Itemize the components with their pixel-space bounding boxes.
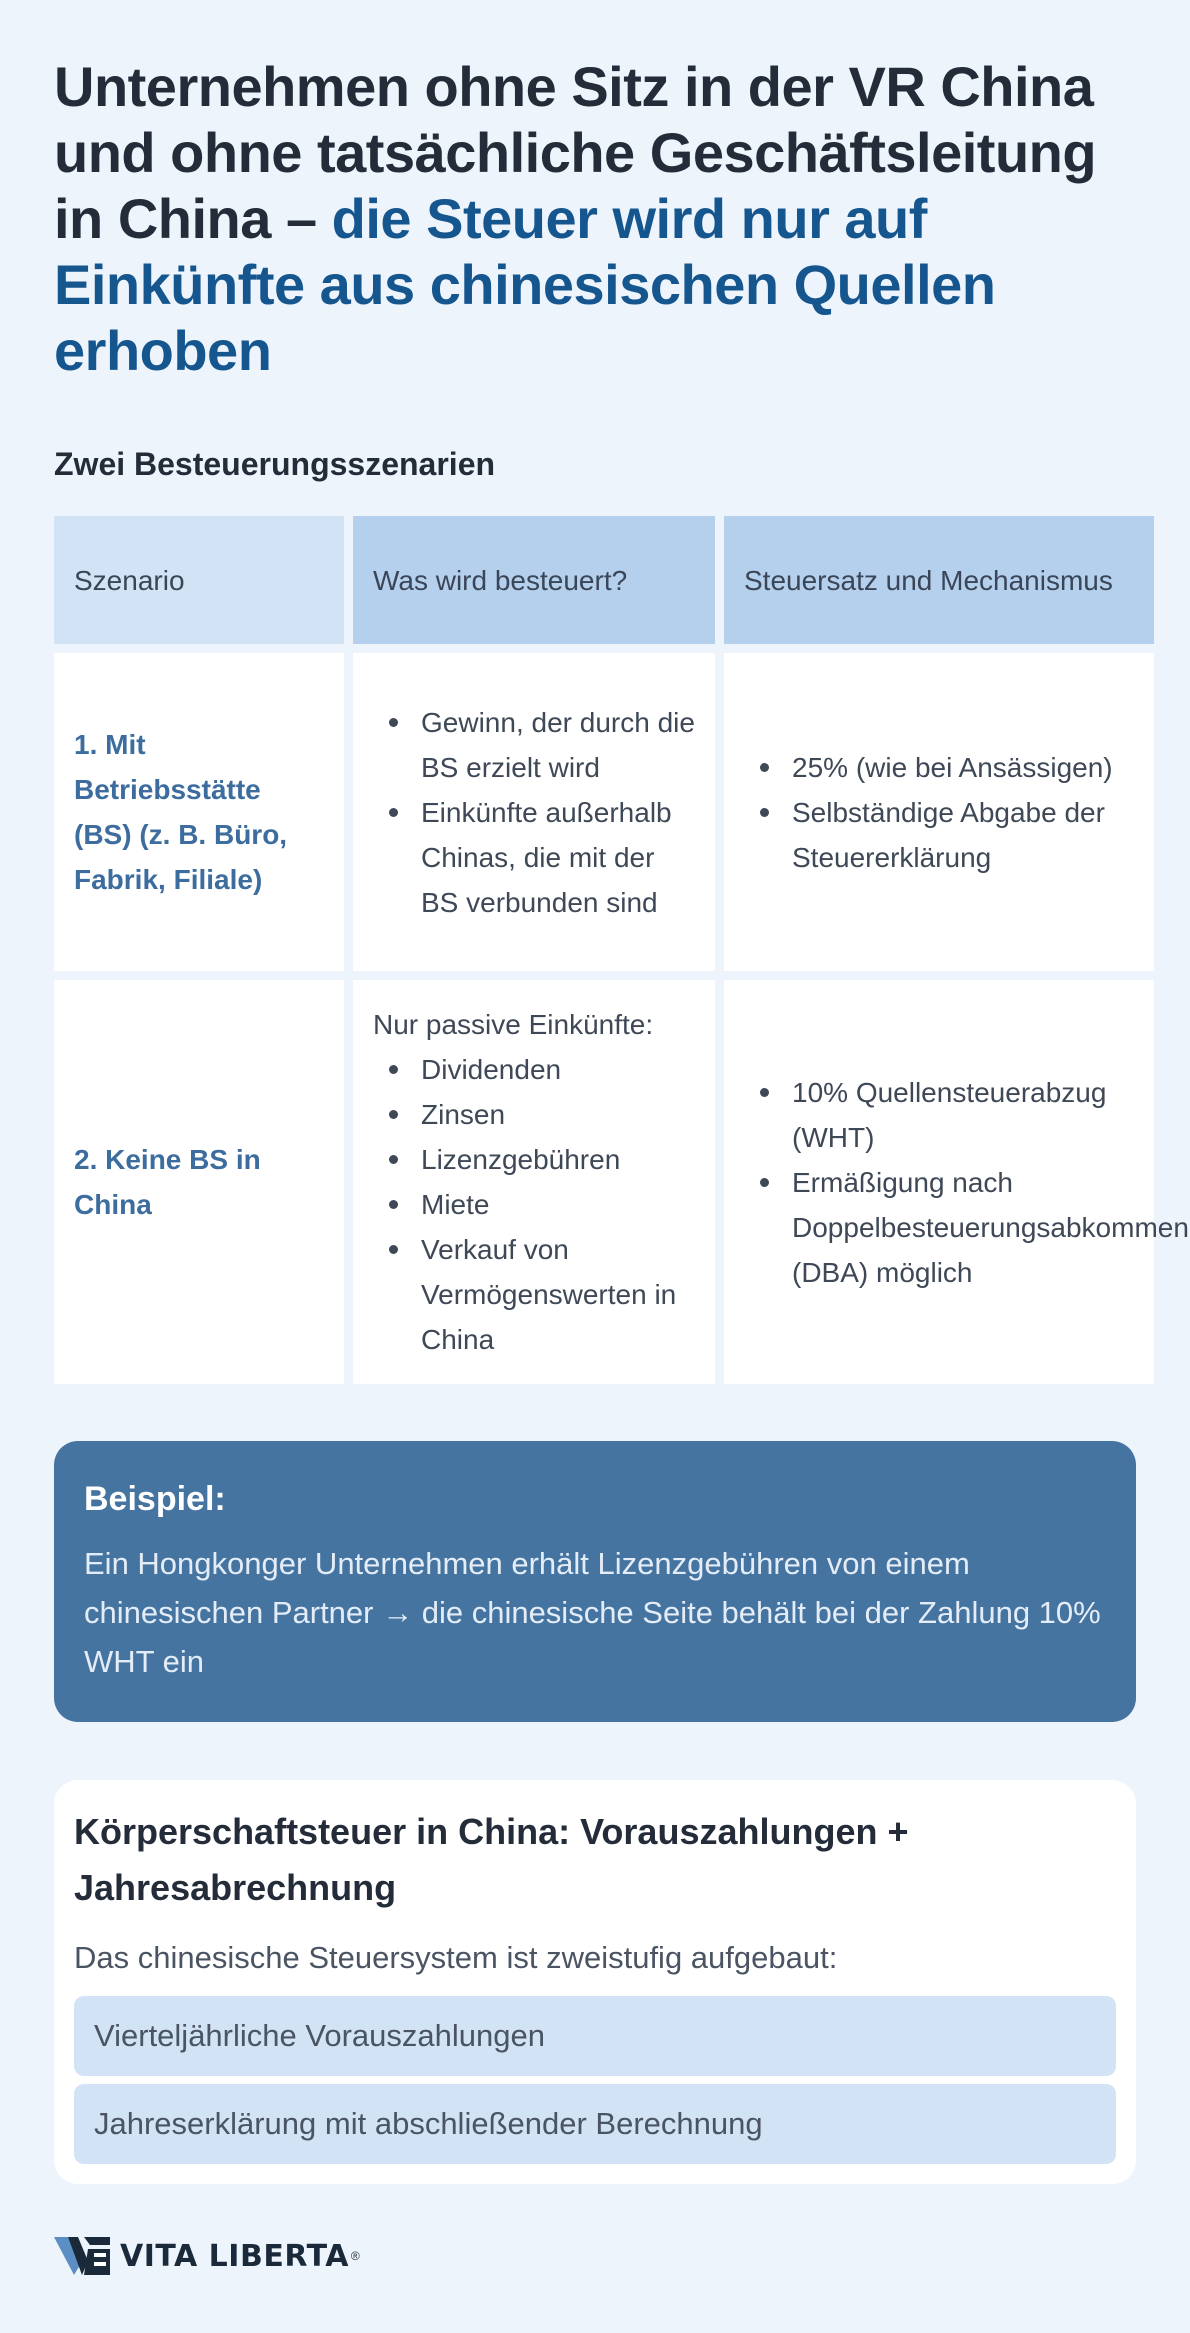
- list-item: Einkünfte außerhalb Chinas, die mit der BS verbunden sind: [373, 790, 695, 925]
- list-item: Verkauf von Vermögenswerten in China: [373, 1227, 695, 1362]
- logo-mark-icon: [54, 2235, 110, 2277]
- example-title: Beispiel:: [84, 1480, 226, 1518]
- logo-wordmark: VITA LIBERTA: [120, 2238, 349, 2274]
- page-title: [54, 54, 1136, 384]
- rate-cell: [724, 653, 1154, 971]
- rate-list: [744, 745, 1134, 880]
- step-annual: Jahreserklärung mit abschließender Berechnung: [74, 2084, 1116, 2164]
- tax-system-card: [54, 1780, 1136, 2184]
- column-header-rate: Steuersatz und Mechanismus: [724, 516, 1154, 644]
- table-row: [54, 980, 1154, 1384]
- logo: [54, 2234, 360, 2278]
- table-header-row: [54, 516, 1154, 644]
- list-item: Selbständige Abgabe der Steuererklärung: [744, 790, 1134, 880]
- taxed-list: [373, 1047, 695, 1362]
- example-text: Ein Hongkonger Unternehmen erhält Lizenzgebühren von einem chinesischen Partner → die chinesische Seite behält bei der Zahlung 10% WHT ein: [84, 1546, 1101, 1679]
- example-box: [54, 1441, 1136, 1722]
- list-item: Dividenden: [373, 1047, 695, 1092]
- page: [54, 54, 1189, 2184]
- taxed-cell: [353, 653, 715, 971]
- taxed-list: [373, 700, 695, 925]
- scenario-name: 2. Keine BS in China: [54, 980, 344, 1384]
- title-accent: die Steuer wird nur auf Einkünfte aus chinesischen Quellen erhoben: [54, 187, 996, 382]
- list-item: Zinsen: [373, 1092, 695, 1137]
- title-lead: Unternehmen ohne Sitz in der VR China und ohne tatsächliche Geschäftsleitung in China –: [54, 55, 1097, 250]
- column-header-scenario: Szenario: [54, 516, 344, 644]
- list-item: Ermäßigung nach Doppelbesteuerungsabkommen (DBA) möglich: [744, 1160, 1134, 1295]
- list-item: Lizenzgebühren: [373, 1137, 695, 1182]
- taxed-intro: Nur passive Einkünfte:: [373, 1009, 654, 1040]
- list-item: 10% Quellensteuerabzug (WHT): [744, 1070, 1134, 1160]
- card-text: Das chinesische Steuersystem ist zweistufig aufgebaut:: [74, 1940, 838, 1975]
- column-header-taxed: Was wird besteuert?: [353, 516, 715, 644]
- scenarios-table: [45, 507, 1189, 1393]
- list-item: 25% (wie bei Ansässigen): [744, 745, 1134, 790]
- list-item: Gewinn, der durch die BS erzielt wird: [373, 700, 695, 790]
- taxed-cell: [353, 980, 715, 1384]
- scenarios-heading: Zwei Besteuerungsszenarien: [54, 446, 496, 482]
- scenario-name: 1. Mit Betriebsstätte (BS) (z. B. Büro, Fabrik, Filiale): [54, 653, 344, 971]
- rate-cell: [724, 980, 1189, 1384]
- rate-list: [744, 1070, 1189, 1295]
- logo-registered: ®: [350, 2249, 360, 2263]
- card-title: Körperschaftsteuer in China: Vorauszahlungen + Jahresabrechnung: [74, 1811, 909, 1908]
- step-quarterly: Vierteljährliche Vorauszahlungen: [74, 1996, 1116, 2076]
- list-item: Miete: [373, 1182, 695, 1227]
- table-row: [54, 653, 1154, 971]
